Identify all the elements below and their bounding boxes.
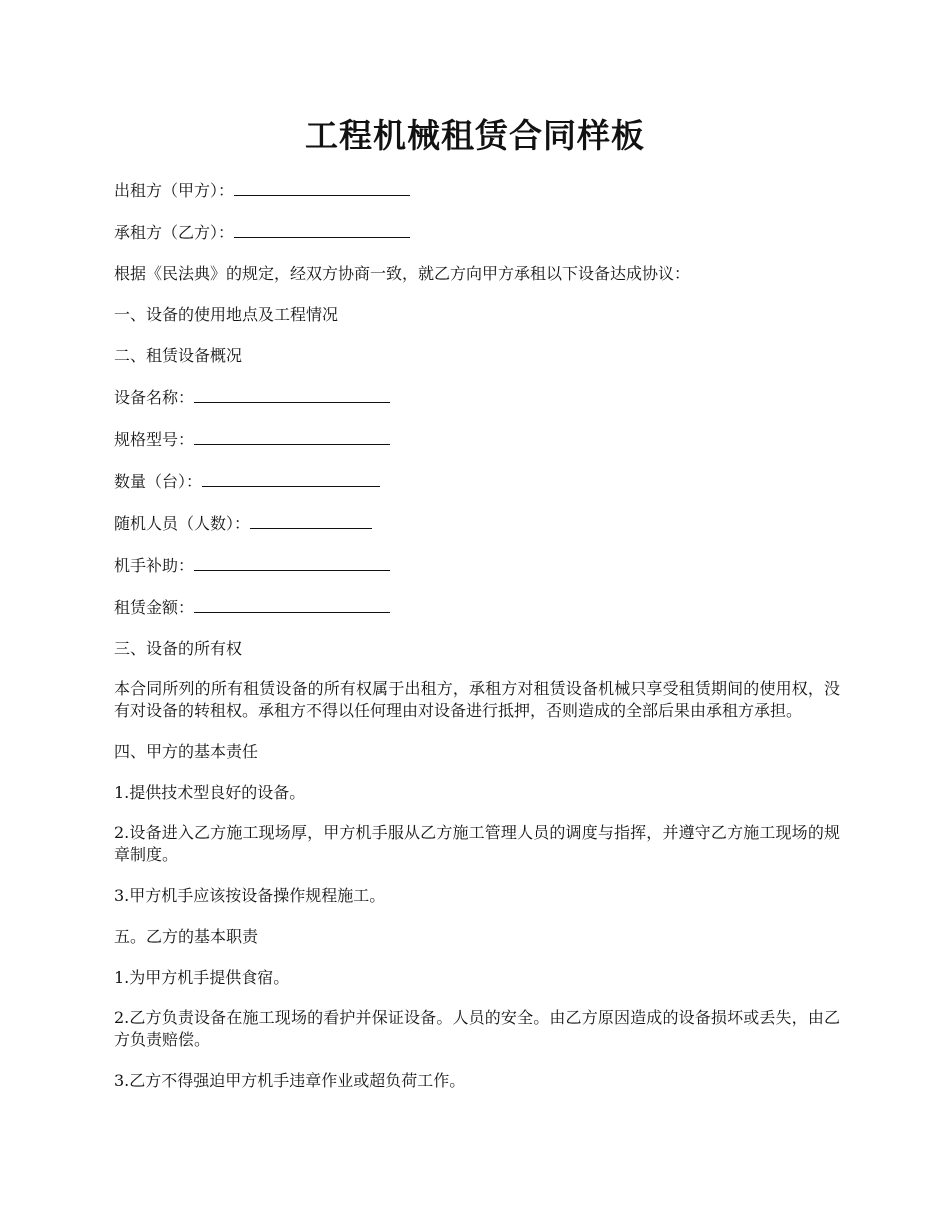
section5-item-2: 2.乙方负责设备在施工现场的看护并保证设备。人员的安全。由乙方原因造成的设备损坏或丢失，由乙方负责赔偿。 <box>114 1008 840 1049</box>
staff-blank <box>250 511 372 529</box>
amount-label: 租赁金额： <box>114 598 195 617</box>
lessee-blank <box>234 220 410 238</box>
staff-line <box>114 511 840 536</box>
model-blank <box>194 427 390 445</box>
model-label: 规格型号： <box>114 430 195 449</box>
section5-item-1: 1.为甲方机手提供食宿。 <box>114 968 290 987</box>
section3-paragraph: 本合同所列的所有租赁设备的所有权属于出租方，承租方对租赁设备机械只享受租赁期间的使用权，没有对设备的转租权。承租方不得以任何理由对设备进行抵押，否则造成的全部后果由承租方承担。 <box>114 679 840 720</box>
lessor-line <box>114 178 840 203</box>
amount-blank <box>194 595 390 613</box>
section-heading-4: 四、甲方的基本责任 <box>114 742 259 761</box>
amount-line <box>114 595 840 620</box>
lessee-line <box>114 220 840 245</box>
lessor-blank <box>234 178 410 196</box>
quantity-blank <box>202 469 380 487</box>
document-body <box>114 178 840 1110</box>
subsidy-line <box>114 553 840 578</box>
lessor-label: 出租方（甲方）： <box>114 181 235 200</box>
section5-item-3: 3.乙方不得强迫甲方机手违章作业或超负荷工作。 <box>114 1071 466 1090</box>
section-heading-1: 一、设备的使用地点及工程情况 <box>114 305 339 324</box>
section4-item-3: 3.甲方机手应该按设备操作规程施工。 <box>114 886 386 905</box>
model-line <box>114 427 840 452</box>
section4-item-1: 1.提供技术型良好的设备。 <box>114 783 306 802</box>
quantity-line <box>114 469 840 494</box>
equipment-name-blank <box>194 385 390 403</box>
staff-label: 随机人员（人数）： <box>114 514 251 533</box>
equipment-name-label: 设备名称： <box>114 388 195 407</box>
section4-item-2: 2.设备进入乙方施工现场厚，甲方机手服从乙方施工管理人员的调度与指挥，并遵守乙方施工现场的规章制度。 <box>114 823 840 864</box>
equipment-name-line <box>114 385 840 410</box>
lessee-label: 承租方（乙方）： <box>114 223 235 242</box>
subsidy-blank <box>194 553 390 571</box>
preamble: 根据《民法典》的规定，经双方协商一致，就乙方向甲方承租以下设备达成协议： <box>114 264 691 283</box>
document-title: 工程机械租赁合同样板 <box>305 116 645 155</box>
section-heading-3: 三、设备的所有权 <box>114 639 243 658</box>
subsidy-label: 机手补助： <box>114 556 195 575</box>
section-heading-2: 二、租赁设备概况 <box>114 346 243 365</box>
quantity-label: 数量（台）： <box>114 472 203 491</box>
section-heading-5: 五。乙方的基本职责 <box>114 927 259 946</box>
